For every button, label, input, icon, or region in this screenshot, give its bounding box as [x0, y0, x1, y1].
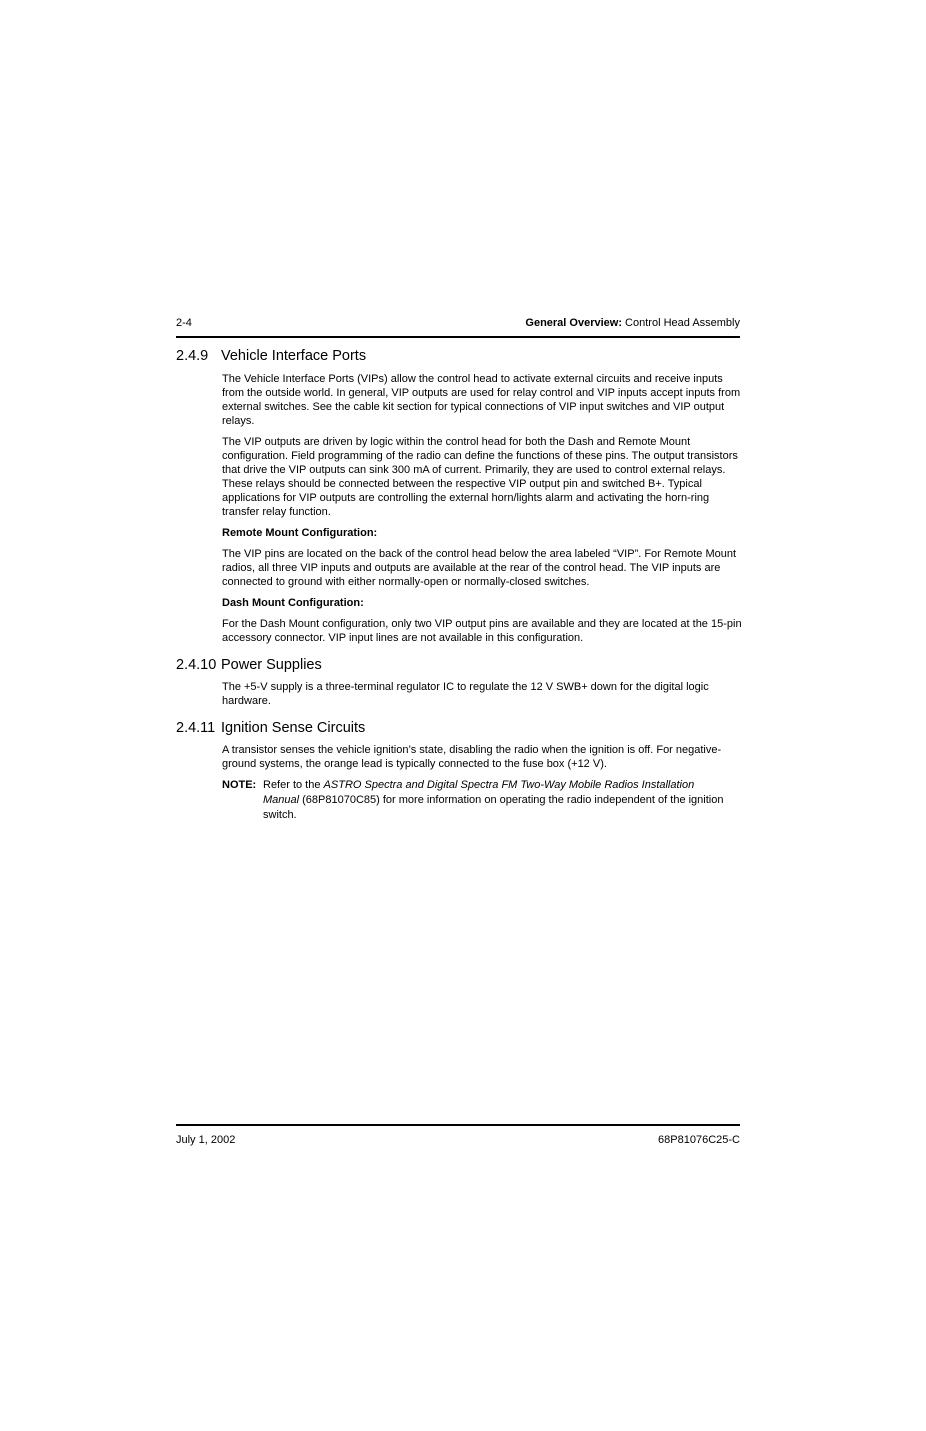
running-title-rest: Control Head Assembly [622, 317, 740, 329]
section-number: 2.4.10 [176, 657, 217, 673]
section-number: 2.4.9 [176, 348, 209, 364]
section-number: 2.4.11 [176, 720, 216, 736]
remote-mount-heading: Remote Mount Configuration: [222, 527, 378, 539]
ignition-paragraph: A transistor senses the vehicle ignition’s state, disabling the radio when the ignition is off. For negative-ground systems, the orange lead is typically connected to the fuse box (+12 V). [222, 744, 722, 770]
remote-mount-paragraph: The VIP pins are located on the back of the control head below the area labeled “VIP”. For Remote Mount radios, all three VIP inputs and outputs are available at the rear of the control head. The VIP inputs are connected to ground with either normally-open or normally-closed switches. [222, 548, 737, 588]
dash-mount-paragraph: For the Dash Mount configuration, only two VIP output pins are available and they are located at the 15-pin accessory connector. VIP input lines are not available in this configuration. [222, 618, 742, 644]
dash-mount-heading: Dash Mount Configuration: [222, 597, 364, 609]
note-label: NOTE: [222, 779, 257, 791]
running-title [525, 317, 740, 329]
vip-paragraph-1: The Vehicle Interface Ports (VIPs) allow the control head to activate external circuits and receive inputs from the outside world. In general, VIP outputs are used for relay control and VIP inputs accept inputs from external switches. See the cable kit section for typical connections of VIP input switches and VIP output relays. [222, 373, 741, 427]
note-prefix: Refer to the [263, 779, 324, 791]
section-title: Ignition Sense Circuits [221, 720, 366, 736]
power-paragraph: The +5-V supply is a three-terminal regulator IC to regulate the 12 V SWB+ down for the digital logic hardware. [222, 681, 709, 707]
footer-date: July 1, 2002 [176, 1134, 236, 1146]
section-title: Vehicle Interface Ports [221, 348, 367, 364]
section-title: Power Supplies [221, 657, 322, 673]
running-title-bold: General Overview: [525, 317, 622, 329]
note-manual-title: ASTRO Spectra and Digital Spectra FM Two-Way Mobile Radios Installation Manual [263, 779, 695, 806]
section-heading-ignition [176, 719, 365, 737]
note-text [263, 778, 733, 823]
page-footer [176, 1124, 740, 1146]
section-heading-power [176, 656, 322, 674]
note-suffix: (68P81070C85) for more information on operating the radio independent of the ignition switch. [263, 794, 724, 821]
vip-paragraph-2: The VIP outputs are driven by logic within the control head for both the Dash and Remote Mount configuration. Field programming of the radio can define the functions of these pins. The output transistors that drive the VIP outputs can sink 300 mA of current. Primarily, they are used to control external relays. These relays should be connected between the respective VIP output pin and switched B+. Typical applications for VIP outputs are controlling the external horn/lights alarm and activating the horn-ring transfer relay function. [222, 436, 738, 518]
page-number: 2-4 [176, 317, 192, 329]
note-block [222, 778, 742, 823]
section-heading-vip [176, 347, 366, 365]
page-header [176, 316, 740, 338]
footer-document-number: 68P81076C25-C [658, 1134, 740, 1146]
